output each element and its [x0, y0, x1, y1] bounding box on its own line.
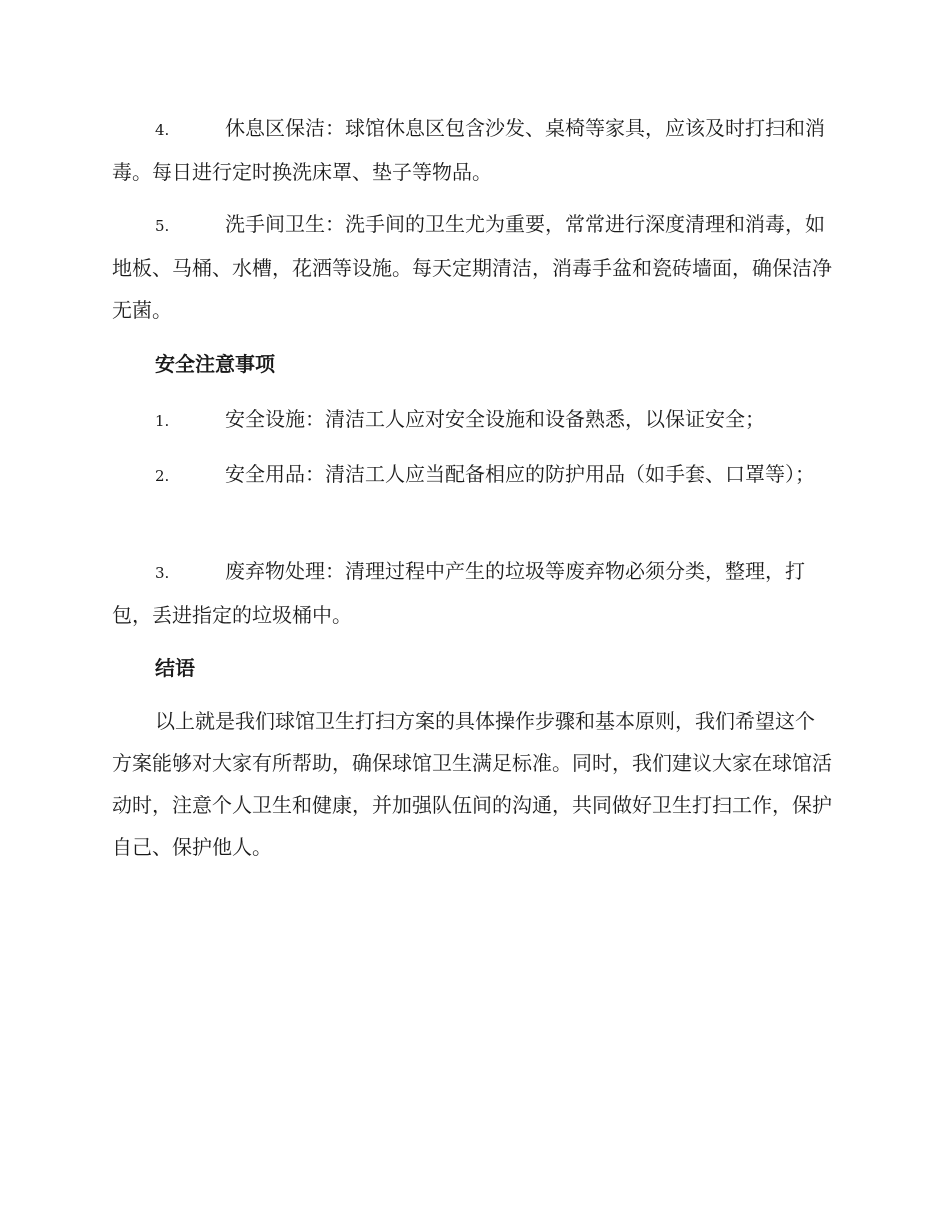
section-heading-conclusion: 结语 — [155, 656, 195, 680]
list-number: 5. — [155, 217, 170, 235]
conclusion-paragraph: 以上就是我们球馆卫生打扫方案的具体操作步骤和基本原则，我们希望这个方案能够对大家有所帮助，确保球馆卫生满足标准。同时，我们建议大家在球馆活动时，注意个人卫生和健康，并加强队伍间的沟通，共同做好卫生打扫工作，保护自己、保护他人。 — [112, 709, 832, 859]
list-item-safety-equipment — [112, 453, 834, 497]
list-item-restroom — [112, 203, 834, 331]
list-item-text: 废弃物处理：清理过程中产生的垃圾等废弃物必须分类，整理，打包，丢进指定的垃圾桶中。 — [112, 559, 805, 627]
list-item-text: 洗手间卫生：洗手间的卫生尤为重要，常常进行深度清理和消毒，如地板、马桶、水槽，花洒等设施。每天定期清洁，消毒手盆和瓷砖墙面，确保洁净无菌。 — [112, 212, 832, 322]
list-item-safety-facilities — [112, 398, 834, 442]
list-item-text: 安全设施：清洁工人应对安全设施和设备熟悉，以保证安全； — [225, 407, 765, 431]
section-heading-safety: 安全注意事项 — [155, 352, 275, 376]
list-item-text: 安全用品：清洁工人应当配备相应的防护用品（如手套、口罩等）； — [225, 462, 815, 486]
list-item-waste-disposal — [112, 550, 834, 636]
list-item-text: 休息区保洁：球馆休息区包含沙发、桌椅等家具，应该及时打扫和消毒。每日进行定时换洗床罩、垫子等物品。 — [112, 116, 825, 184]
list-item-rest-area — [112, 107, 834, 193]
list-number: 4. — [155, 121, 170, 139]
list-number: 3. — [155, 564, 170, 582]
list-number: 1. — [155, 412, 170, 430]
list-number: 2. — [155, 467, 170, 485]
